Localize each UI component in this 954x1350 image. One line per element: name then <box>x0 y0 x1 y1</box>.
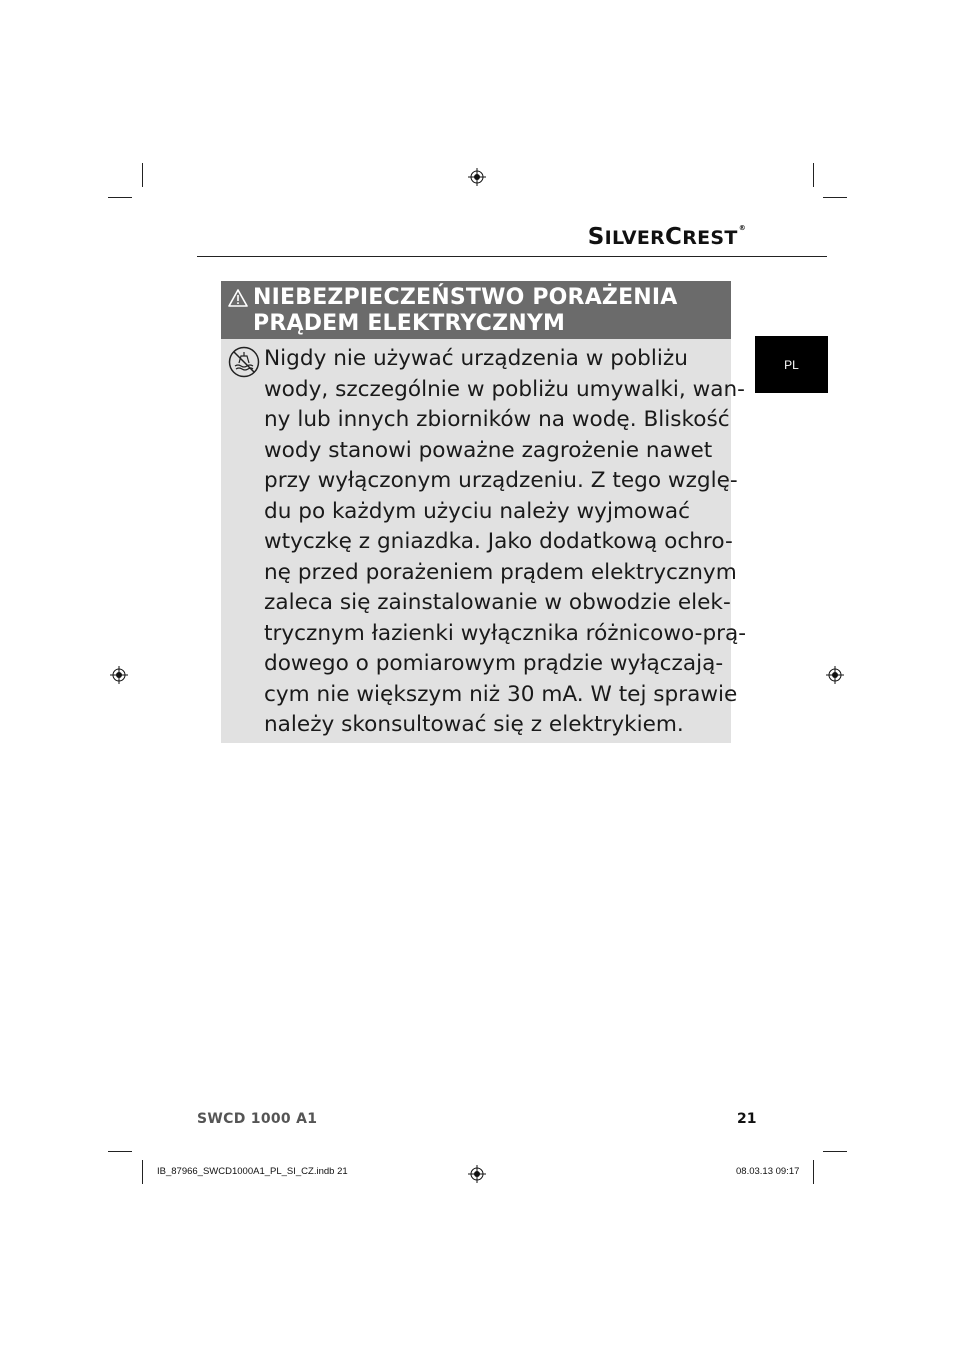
warning-title: NIEBEZPIECZEŃSTWO PORAŻENIA PRĄDEM ELEKTRYCZNYM <box>253 285 678 336</box>
warning-header <box>221 281 731 339</box>
registration-mark-icon <box>468 1165 486 1183</box>
page-number: 21 <box>737 1111 757 1127</box>
warning-body <box>221 339 747 743</box>
language-tab: PL <box>755 336 828 393</box>
crop-mark <box>823 197 847 198</box>
print-slug-file: IB_87966_SWCD1000A1_PL_SI_CZ.indb 21 <box>157 1166 348 1177</box>
registration-mark-icon <box>468 168 486 186</box>
registration-mark-icon <box>110 666 128 684</box>
no-water-icon <box>228 346 260 378</box>
crop-mark <box>108 1151 132 1152</box>
crop-mark <box>142 1160 143 1184</box>
crop-mark <box>813 163 814 187</box>
print-slug-date: 08.03.13 09:17 <box>736 1166 800 1177</box>
crop-mark <box>108 197 132 198</box>
model-number: SWCD 1000 A1 <box>197 1111 318 1127</box>
warning-triangle-icon <box>228 289 248 307</box>
crop-mark <box>813 1160 814 1184</box>
crop-mark <box>823 1151 847 1152</box>
warning-text: Nigdy nie używać urządzenia w pobliżu wody, szczególnie w pobliżu umywalki, wan- ny lub innych zbiorników na wodę. Bliskość wody stanowi poważne zagrożenie nawet przy wyłączonym urządzeniu. Z tego wzglę- du po każdym użyciu należy wyjmować wtyczkę z gniazdka. Jako dodatkową ochro- nę przed porażeniem prądem elektrycznym zaleca się zainstalowanie w obwodzie elek- trycznym łazienki wyłącznika różnicowo-prą- dowego o pomiarowym prądzie wyłączają- cym nie większym niż 30 mA. W tej sprawie należy skonsultować się z elektrykiem. <box>264 346 747 737</box>
crop-mark <box>142 163 143 187</box>
brand-logo: SILVERCREST® <box>587 224 746 250</box>
registration-mark-icon <box>826 666 844 684</box>
header-rule <box>197 256 827 257</box>
